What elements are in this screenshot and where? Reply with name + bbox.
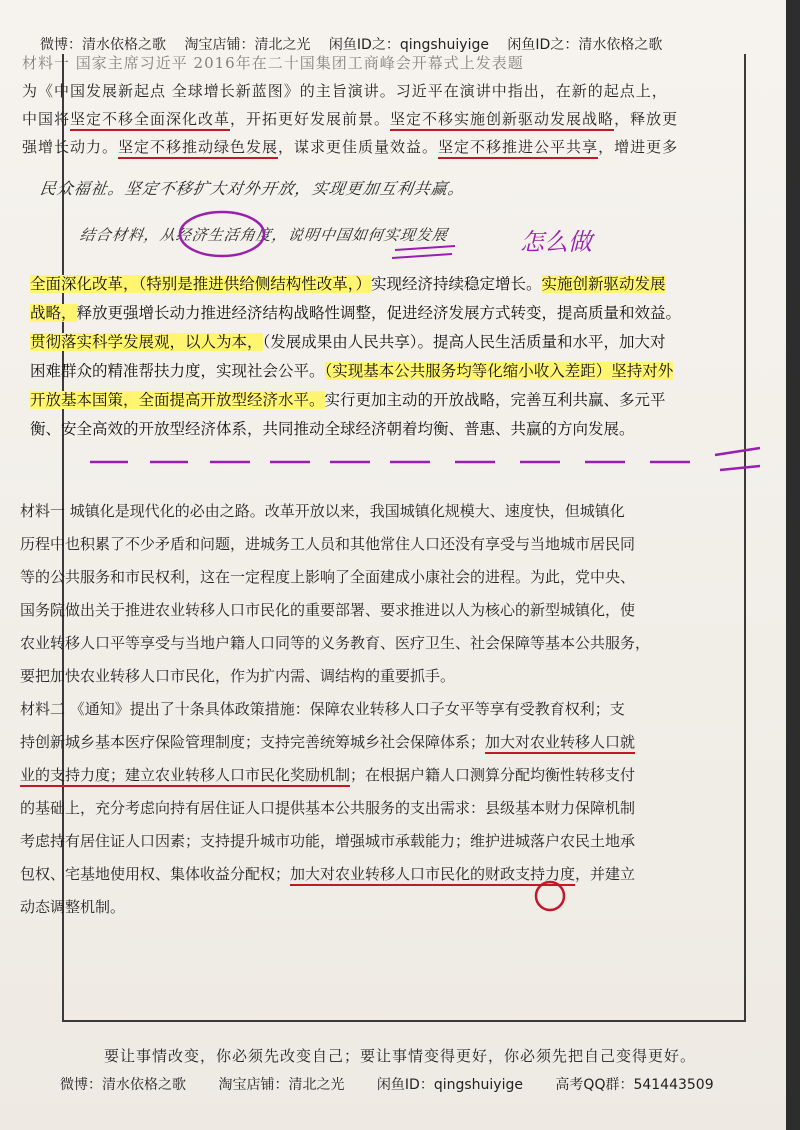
material-line: 包权、宅基地使用权、集体收益分配权；加大对农业转移人口市民化的财政支持力度，并建立 <box>20 858 725 891</box>
circled-fiscal <box>536 882 564 910</box>
watermark-weibo: 微博：清水依格之歌 <box>40 37 166 53</box>
answer-line-6: 衡、安全高效的开放型经济体系，共同推动全球经济朝着均衡、普惠、共赢的方向发展。 <box>30 420 635 438</box>
material-line: 持创新城乡基本医疗保险管理制度；支持完善统筹城乡社会保障体系；加大对农业转移人口就 <box>20 726 725 759</box>
underline-innovation: 坚定不移实施创新驱动发展战略 <box>390 110 614 131</box>
material-line: 动态调整机制。 <box>20 898 126 916</box>
answer-line-4: 困难群众的精准帮扶力度，实现社会公平。（实现基本公共服务均等化缩小收入差距）坚持对外 <box>30 362 674 380</box>
material-line: 的基础上，充分考虑向持有居住证人口提供基本公共服务的支出需求：县级基本财力保障机制 <box>20 799 636 817</box>
handwritten-note-how: 怎么做 <box>520 228 592 256</box>
material-line: 农业转移人口平等享受与当地户籍人口同等的义务教育、医疗卫生、社会保障等基本公共服务， <box>20 634 651 652</box>
double-underline-development <box>392 246 455 258</box>
handwritten-continuation: 民众福祉。坚定不移扩大对外开放，实现更加互利共赢。 <box>38 179 467 198</box>
watermark-shop: 淘宝店铺：清北之光 <box>184 37 311 53</box>
material-line: 国务院做出关于推进农业转移人口市民化的重要部署、要求推进以人为核心的新型城镇化，使 <box>20 601 636 619</box>
material-header-line4: 强增长动力。坚定不移推动绿色发展，谋求更佳质量效益。坚定不移推进公平共享，增进更多 <box>22 136 678 157</box>
underline-deepen-reform: 坚定不移全面深化改革 <box>70 110 230 131</box>
material-header-line2: 为《中国发展新起点 全球增长新蓝图》的主旨演讲。习近平在演讲中指出，在新的起点上， <box>22 82 668 100</box>
watermark-xianyu-tail: 闲鱼ID之：清水依格之歌 <box>507 37 663 53</box>
footer-qq: 高考QQ群：541443509 <box>555 1077 714 1093</box>
end-mark <box>715 448 760 470</box>
handwritten-question: 结合材料，从经济生活角度，说明中国如何实现发展 <box>78 226 450 244</box>
answer-line-1: 全面深化改革，（特别是推进供给侧结构性改革，）实现经济持续稳定增长。实施创新驱动发展 <box>30 275 666 293</box>
footer-watermark <box>60 1074 780 1094</box>
footer-weibo: 微博：清水依格之歌 <box>60 1077 186 1093</box>
circled-economic-life <box>180 212 264 256</box>
underline-fair-sharing: 坚定不移推进公平共享 <box>438 138 598 159</box>
underline-green-development: 坚定不移推动绿色发展 <box>118 138 278 159</box>
material-line: 等的公共服务和市民权利，这在一定程度上影响了全面建成小康社会的进程。为此，党中央、 <box>20 568 636 586</box>
material-header-line3: 中国将坚定不移全面深化改革，开拓更好发展前景。坚定不移实施创新驱动发展战略，释放更 <box>22 108 678 129</box>
answer-line-3: 贯彻落实科学发展观，以人为本，（发展成果由人民共享）。提高人民生活质量和水平，加大对 <box>30 333 666 351</box>
material-line: 材料一 城镇化是现代化的必由之路。改革开放以来，我国城镇化规模大、速度快，但城镇化 <box>20 502 625 520</box>
underline-reward-mechanism: 业的支持力度；建立农业转移人口市民化奖励机制 <box>20 766 350 787</box>
material-line: 历程中也积累了不少矛盾和问题，进城务工人员和其他常住人口还没有享受与当地城市居民同 <box>20 535 636 553</box>
answer-line-2: 战略，释放更强增长动力推进经济结构战略性调整，促进经济发展方式转变，提高质量和效益。 <box>30 304 682 322</box>
footer-shop: 淘宝店铺：清北之光 <box>218 1077 345 1093</box>
motivational-quote: 要让事情改变，你必须先改变自己；要让事情变得更好，你必须先把自己变得更好。 <box>103 1047 696 1065</box>
underline-fiscal-support: 加大对农业转移人口市民化的财政支持力度 <box>290 865 575 886</box>
answer-line-5: 开放基本国策，全面提高开放型经济水平。实行更加主动的开放战略，完善互利共赢、多元平 <box>30 391 666 409</box>
material-line: 考虑持有居住证人口因素；支持提升城市功能，增强城市承载能力；维护进城落户农民土地承 <box>20 832 636 850</box>
footer-xianyu: 闲鱼ID：qingshuiyige <box>376 1077 523 1093</box>
material-line: 材料二 《通知》提出了十条具体政策措施：保障农业转移人口子女平等享有受教育权利；支 <box>20 700 625 718</box>
watermark-xianyu: 闲鱼ID之：qingshuiyige <box>328 37 489 53</box>
underline-employment-support: 加大对农业转移人口就 <box>485 733 635 754</box>
material-line: 业的支持力度；建立农业转移人口市民化奖励机制；在根据户籍人口测算分配均衡性转移支付 <box>20 759 725 792</box>
material-header-line1: 材料一 国家主席习近平 2016年在二十国集团工商峰会开幕式上发表题 <box>22 54 524 72</box>
material-line: 要把加快农业转移人口市民化，作为扩内需、调结构的重要抓手。 <box>20 667 456 685</box>
